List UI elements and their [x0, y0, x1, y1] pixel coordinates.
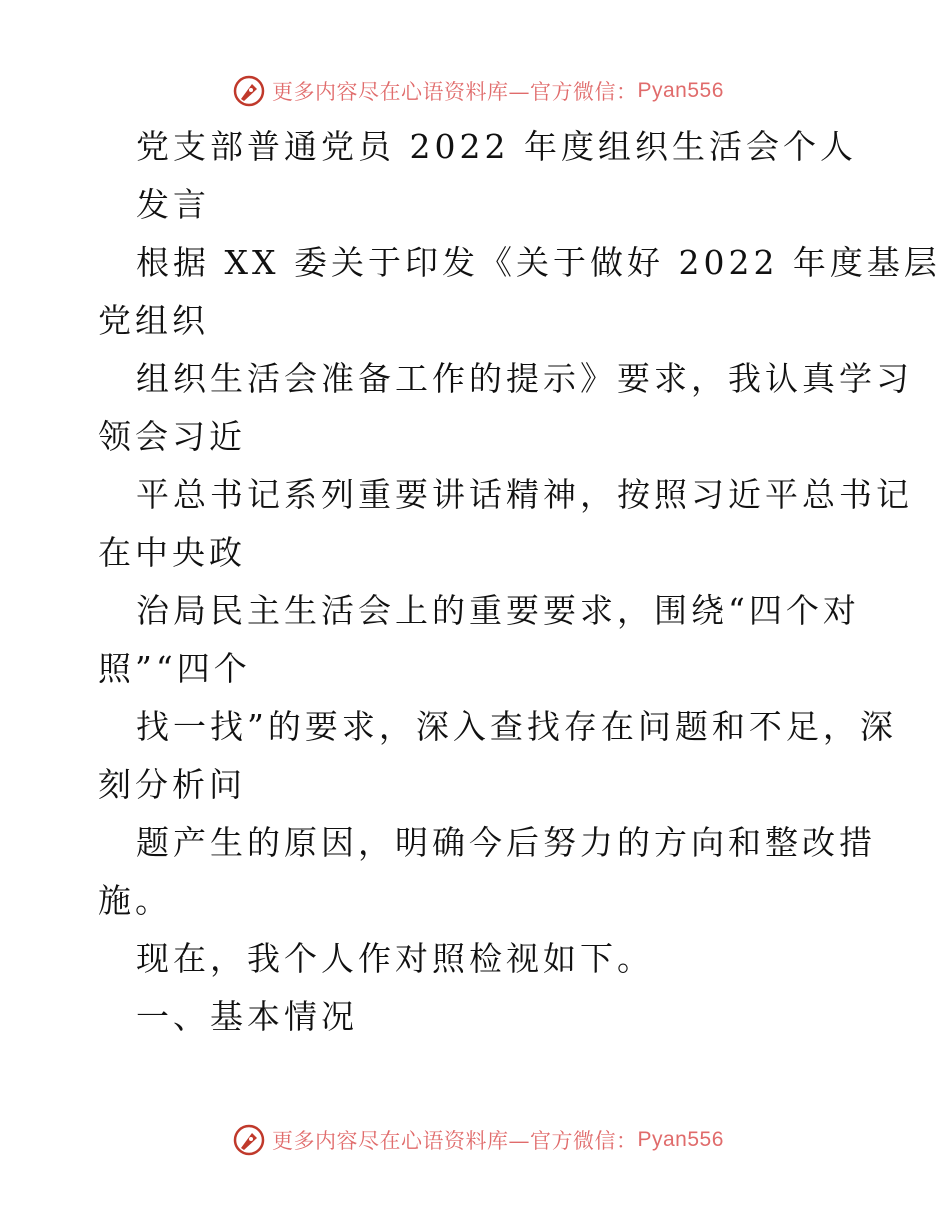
paragraph-line: 题产生的原因，明确今后努力的方向和整改措 [136, 823, 876, 862]
footer-wechat-id: Pyan556 [637, 1128, 724, 1151]
paragraph-line: 现在，我个人作对照检视如下。 [136, 939, 654, 978]
pen-nib-logo-icon [232, 1123, 266, 1157]
paragraph-line: 治局民主生活会上的重要要求，围绕“四个对 [136, 591, 860, 630]
doc-title-line-2: 发言 [136, 185, 210, 224]
paragraph-line: 施。 [98, 881, 172, 920]
paragraph-line: 刻分析问 [98, 765, 246, 804]
header-banner-text: 更多内容尽在心语资料库—官方微信： [272, 80, 638, 104]
section-heading: 一、基本情况 [136, 997, 358, 1036]
paragraph-line: 在中央政 [98, 533, 246, 572]
footer-banner-text: 更多内容尽在心语资料库—官方微信： [272, 1129, 638, 1153]
header-wechat-id: Pyan556 [637, 79, 724, 102]
paragraph-line: 领会习近 [98, 417, 246, 456]
paragraph-line: 组织生活会准备工作的提示》要求，我认真学习 [136, 359, 913, 398]
header-banner [232, 71, 752, 111]
paragraph-line: 找一找”的要求，深入查找存在问题和不足，深 [136, 707, 897, 746]
paragraph-line: 平总书记系列重要讲话精神，按照习近平总书记 [136, 475, 913, 514]
pen-nib-logo-icon [232, 74, 266, 108]
paragraph-line: 照”“四个 [98, 649, 251, 688]
paragraph-line: 党组织 [98, 301, 209, 340]
footer-banner [232, 1120, 752, 1160]
doc-title-line-1: 党支部普通党员 2022 年度组织生活会个人 [136, 127, 857, 166]
paragraph-line: 根据 XX 委关于印发《关于做好 2022 年度基层 [136, 243, 941, 282]
